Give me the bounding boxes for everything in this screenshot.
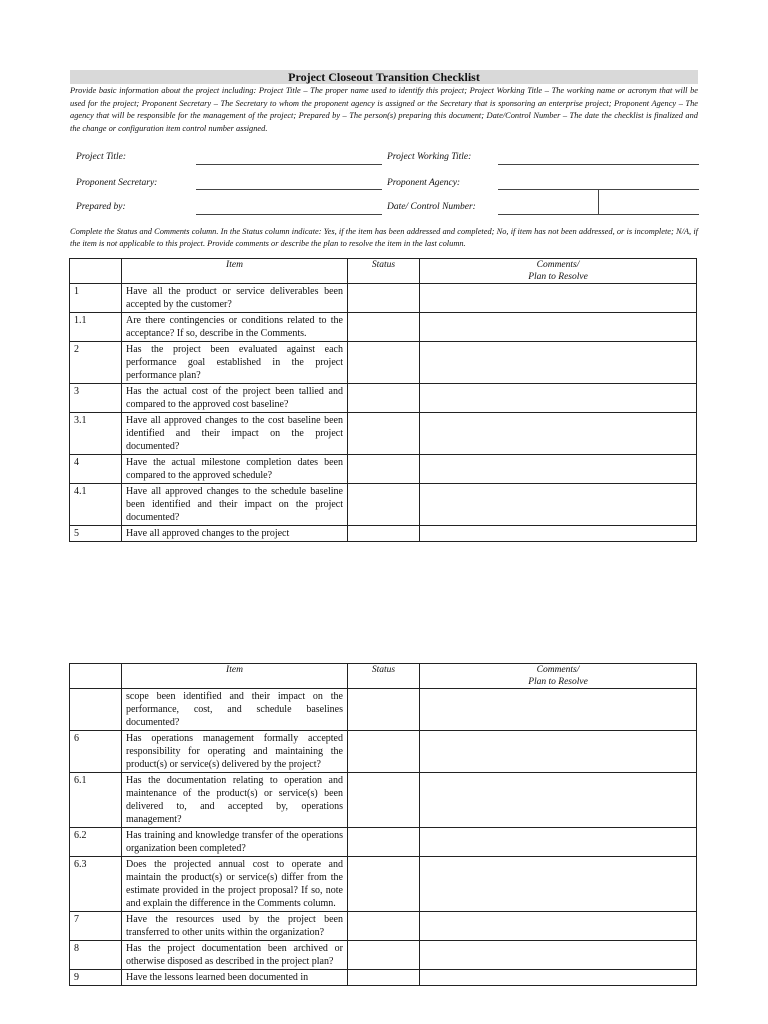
comments-header-line2: Plan to Resolve <box>528 677 588 687</box>
table-row <box>70 455 697 484</box>
item-number: 5 <box>70 526 122 542</box>
comments-cell[interactable] <box>420 484 697 526</box>
item-text: Have all approved changes to the cost baseline been identified and their impact on the project documented? <box>122 413 348 455</box>
table-row <box>70 342 697 384</box>
table-row <box>70 413 697 455</box>
comments-cell[interactable] <box>420 413 697 455</box>
status-cell[interactable] <box>348 970 420 986</box>
table-row <box>70 313 697 342</box>
status-cell[interactable] <box>348 313 420 342</box>
table-row <box>70 941 697 970</box>
status-cell[interactable] <box>348 689 420 731</box>
comments-cell[interactable] <box>420 284 697 313</box>
item-number: 6.1 <box>70 773 122 828</box>
item-text: Has operations management formally accepted responsibility for operating and maintaining the product(s) or service(s) delivered by the project? <box>122 731 348 773</box>
comments-header-line1: Comments/ <box>536 260 580 270</box>
comments-cell[interactable] <box>420 731 697 773</box>
status-cell[interactable] <box>348 384 420 413</box>
item-text: Have all the product or service deliverables been accepted by the customer? <box>122 284 348 313</box>
item-text: Are there contingencies or conditions related to the acceptance? If so, describe in the Comments. <box>122 313 348 342</box>
item-text: Have all approved changes to the project <box>122 526 348 542</box>
project-working-title-label: Project Working Title: <box>387 152 472 162</box>
comments-header-line1: Comments/ <box>536 665 580 675</box>
proponent-secretary-field[interactable] <box>196 189 382 190</box>
item-number: 7 <box>70 912 122 941</box>
item-text: Has training and knowledge transfer of the operations organization been completed? <box>122 828 348 857</box>
item-text: Have the actual milestone completion dates been compared to the approved schedule? <box>122 455 348 484</box>
page-title: Project Closeout Transition Checklist <box>70 70 698 84</box>
item-column-header: Item <box>122 259 348 284</box>
number-column-header <box>70 259 122 284</box>
comments-cell[interactable] <box>420 384 697 413</box>
comments-cell[interactable] <box>420 313 697 342</box>
comments-cell[interactable] <box>420 857 697 912</box>
table-row <box>70 970 697 986</box>
date-control-label: Date/ Control Number: <box>387 202 476 212</box>
table-row <box>70 689 697 731</box>
table-row <box>70 857 697 912</box>
project-title-label: Project Title: <box>76 152 127 162</box>
comments-cell[interactable] <box>420 526 697 542</box>
status-cell[interactable] <box>348 857 420 912</box>
status-cell[interactable] <box>348 484 420 526</box>
item-number: 3.1 <box>70 413 122 455</box>
item-number: 4.1 <box>70 484 122 526</box>
item-text: Has the documentation relating to operation and maintenance of the product(s) or service(s) been delivered to, and accepted by, operations management? <box>122 773 348 828</box>
comments-cell[interactable] <box>420 773 697 828</box>
table-row <box>70 773 697 828</box>
item-number: 2 <box>70 342 122 384</box>
comments-cell[interactable] <box>420 941 697 970</box>
table-row <box>70 912 697 941</box>
number-column-header <box>70 664 122 689</box>
status-cell[interactable] <box>348 455 420 484</box>
prepared-by-field[interactable] <box>196 214 382 215</box>
table-row <box>70 731 697 773</box>
item-text: Has the project been evaluated against each performance goal established in the project performance plan? <box>122 342 348 384</box>
item-number: 6 <box>70 731 122 773</box>
checklist-table-page2-region <box>0 663 768 1024</box>
proponent-secretary-label: Proponent Secretary: <box>76 178 158 188</box>
item-number <box>70 689 122 731</box>
status-cell[interactable] <box>348 731 420 773</box>
table-row <box>70 384 697 413</box>
item-column-header: Item <box>122 664 348 689</box>
status-cell[interactable] <box>348 413 420 455</box>
comments-column-header <box>420 664 697 689</box>
comments-header-line2: Plan to Resolve <box>528 272 588 282</box>
checklist-table-page1 <box>69 258 697 542</box>
prepared-by-label: Prepared by: <box>76 202 126 212</box>
status-cell[interactable] <box>348 342 420 384</box>
status-column-header: Status <box>348 259 420 284</box>
comments-cell[interactable] <box>420 912 697 941</box>
project-title-field[interactable] <box>196 164 382 165</box>
intro-paragraph: Provide basic information about the project including: Project Title – The proper name used to identify this project; Project Working Title – The working name or acronym that will be used for the project; Proponent Secretary – The Secretary to whom the proponent agency is assigned or the Secretary that is sponsoring an enterprise project; Proponent Agency – The agency that will be responsible for the management of the project; Prepared by – The person(s) preparing this document; Date/Control Number – The date the checklist is finalized and the change or configuration item control number assigned. <box>70 86 698 133</box>
table-row <box>70 526 697 542</box>
checklist-table-page2 <box>69 663 697 986</box>
item-text: Have the lessons learned been documented in <box>122 970 348 986</box>
date-control-field[interactable] <box>498 214 699 215</box>
item-number: 4 <box>70 455 122 484</box>
comments-column-header <box>420 259 697 284</box>
item-text: scope been identified and their impact on the performance, cost, and schedule baselines documented? <box>122 689 348 731</box>
status-cell[interactable] <box>348 941 420 970</box>
item-text: Has the project documentation been archived or otherwise disposed as described in the project plan? <box>122 941 348 970</box>
item-number: 3 <box>70 384 122 413</box>
comments-cell[interactable] <box>420 970 697 986</box>
table-row <box>70 284 697 313</box>
item-number: 6.3 <box>70 857 122 912</box>
status-column-header: Status <box>348 664 420 689</box>
comments-cell[interactable] <box>420 689 697 731</box>
status-cell[interactable] <box>348 912 420 941</box>
proponent-agency-label: Proponent Agency: <box>387 178 461 188</box>
item-number: 9 <box>70 970 122 986</box>
project-working-title-field[interactable] <box>498 164 699 165</box>
item-text: Does the projected annual cost to operate and maintain the product(s) or service(s) differ from the estimate provided in the project proposal? If so, note and explain the difference in the Comments column. <box>122 857 348 912</box>
field-divider <box>598 190 599 214</box>
status-cell[interactable] <box>348 773 420 828</box>
status-cell[interactable] <box>348 828 420 857</box>
comments-cell[interactable] <box>420 828 697 857</box>
item-number: 1 <box>70 284 122 313</box>
item-text: Have all approved changes to the schedule baseline been identified and their impact on the project documented? <box>122 484 348 526</box>
comments-cell[interactable] <box>420 342 697 384</box>
table-row <box>70 484 697 526</box>
comments-cell[interactable] <box>420 455 697 484</box>
item-text: Has the actual cost of the project been tallied and compared to the approved cost baseline? <box>122 384 348 413</box>
status-cell[interactable] <box>348 284 420 313</box>
item-number: 1.1 <box>70 313 122 342</box>
item-number: 8 <box>70 941 122 970</box>
table-row <box>70 828 697 857</box>
instructions-paragraph: Complete the Status and Comments column. In the Status column indicate: Yes, if the item has been addressed and completed; No, if item has not been addressed, or is incomplete; N/A, if the item is not applicable to this project. Provide comments or describe the plan to resolve the item in the last column. <box>70 227 698 248</box>
item-text: Have the resources used by the project been transferred to other units within the organization? <box>122 912 348 941</box>
status-cell[interactable] <box>348 526 420 542</box>
item-number: 6.2 <box>70 828 122 857</box>
checklist-table-page1-region <box>0 258 768 548</box>
